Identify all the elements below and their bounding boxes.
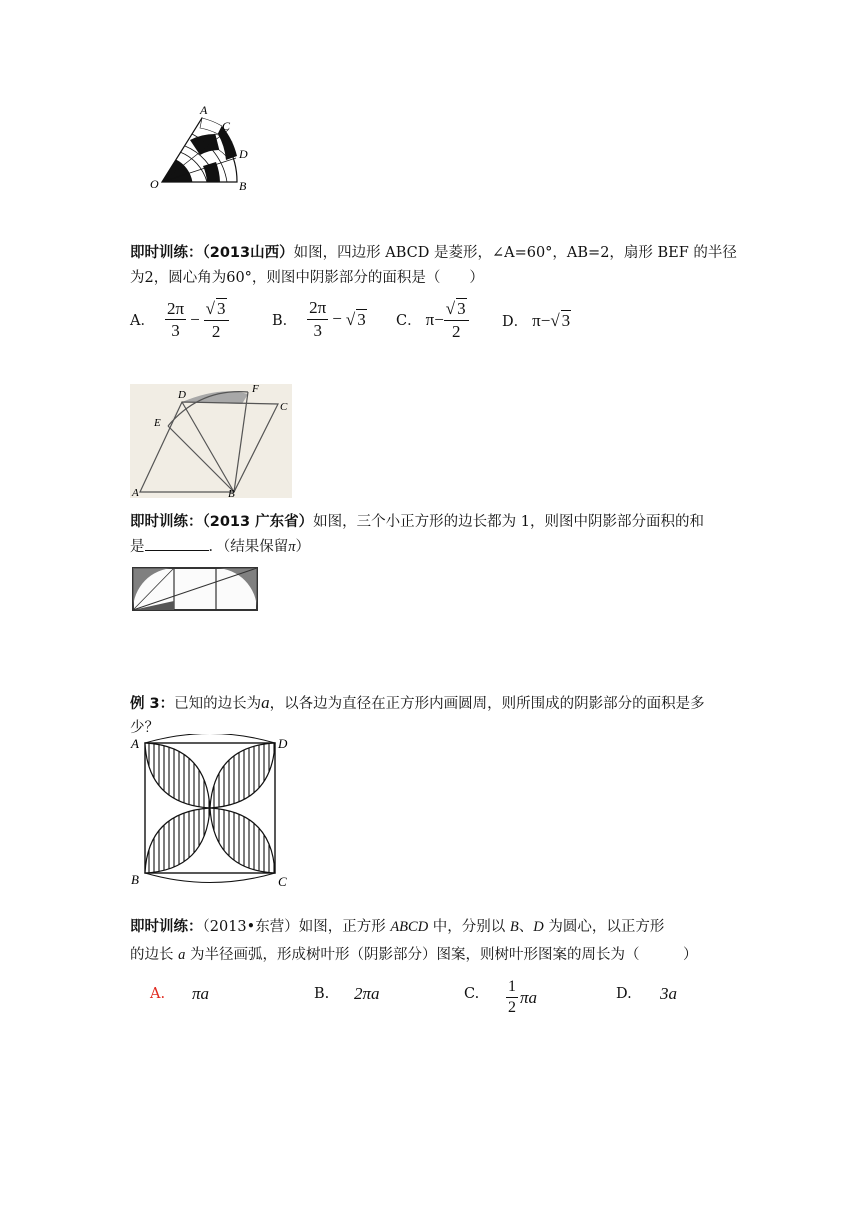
problem-4-options: A. πa B. 2πa C. $\frac{1}{2}$ πa D. 3a: [150, 978, 677, 1017]
problem-4-line-1: 即时训练：（2013•东营）如图，正方形 ABCD 中，分别以 B、D 为圆心，以正方形: [130, 919, 665, 935]
three-squares-figure: [130, 565, 260, 613]
option-c: C． π− $\frac{√ 3}{2}$: [396, 298, 469, 341]
problem-1-line-1: 即时训练：（2013山西）如图，四边形 ABCD 是菱形，∠A=60°，AB=2，扇形 BEF 的半径: [130, 245, 737, 261]
option-a: A． $\frac{2\pi}{3}$ − $\frac{√ 3}{2}$: [130, 298, 229, 341]
problem-4-line-2: 的边长 a 为半径画弧，形成树叶形（阴影部分）图案，则树叶形图案的周长为（ ）: [130, 947, 698, 963]
svg-text:D: D: [178, 389, 186, 401]
svg-text:C: C: [280, 401, 288, 413]
svg-text:F: F: [252, 384, 259, 395]
example-3-line-2: 少？: [130, 720, 159, 736]
problem-1-tag: 即时训练：（2013山西）: [130, 245, 294, 261]
example-3-tag: 例 3：: [130, 696, 175, 712]
option-b: B． $\frac{2\pi}{3}$ − √ 3: [272, 298, 366, 340]
label-c: C: [222, 119, 231, 133]
option-d: D． π− √ 3: [502, 310, 571, 330]
sector-figure: [140, 100, 270, 195]
label-b: B: [239, 179, 247, 193]
example-3-line-1: 例 3：已知的边长为a，以各边为直径在正方形内画圆周，则所围成的阴影部分的面积是多: [130, 693, 705, 712]
four-leaf-figure: [128, 734, 298, 892]
answer-blank[interactable]: [145, 536, 209, 551]
option-d: D.: [616, 986, 632, 1002]
option-a: A.: [150, 986, 166, 1002]
label-d: D: [239, 147, 248, 161]
svg-text:B: B: [131, 872, 139, 887]
problem-1-options: [130, 298, 750, 348]
problem-2-line-1: 即时训练：（2013 广东省）如图，三个小正方形的边长都为 1，则图中阴影部分面积的和: [130, 514, 704, 530]
problem-4-tag: 即时训练：: [130, 919, 203, 935]
problem-2-tag: 即时训练：（2013 广东省）: [130, 514, 314, 530]
svg-text:D: D: [278, 736, 288, 751]
label-o: O: [150, 177, 159, 191]
option-b: B.: [314, 986, 330, 1002]
svg-text:B: B: [228, 488, 235, 498]
problem-1-line-2: 为2，圆心角为60°，则图中阴影部分的面积是（ ）: [130, 270, 484, 286]
svg-text:E: E: [154, 417, 161, 429]
option-c: C.: [464, 986, 480, 1002]
svg-text:A: A: [132, 487, 139, 498]
problem-2-line-2: 是 ．（结果保留π）: [130, 534, 750, 560]
svg-text:C: C: [278, 874, 287, 889]
label-a: A: [200, 103, 208, 117]
rhombus-figure: [130, 384, 292, 498]
svg-text:A: A: [131, 736, 139, 751]
